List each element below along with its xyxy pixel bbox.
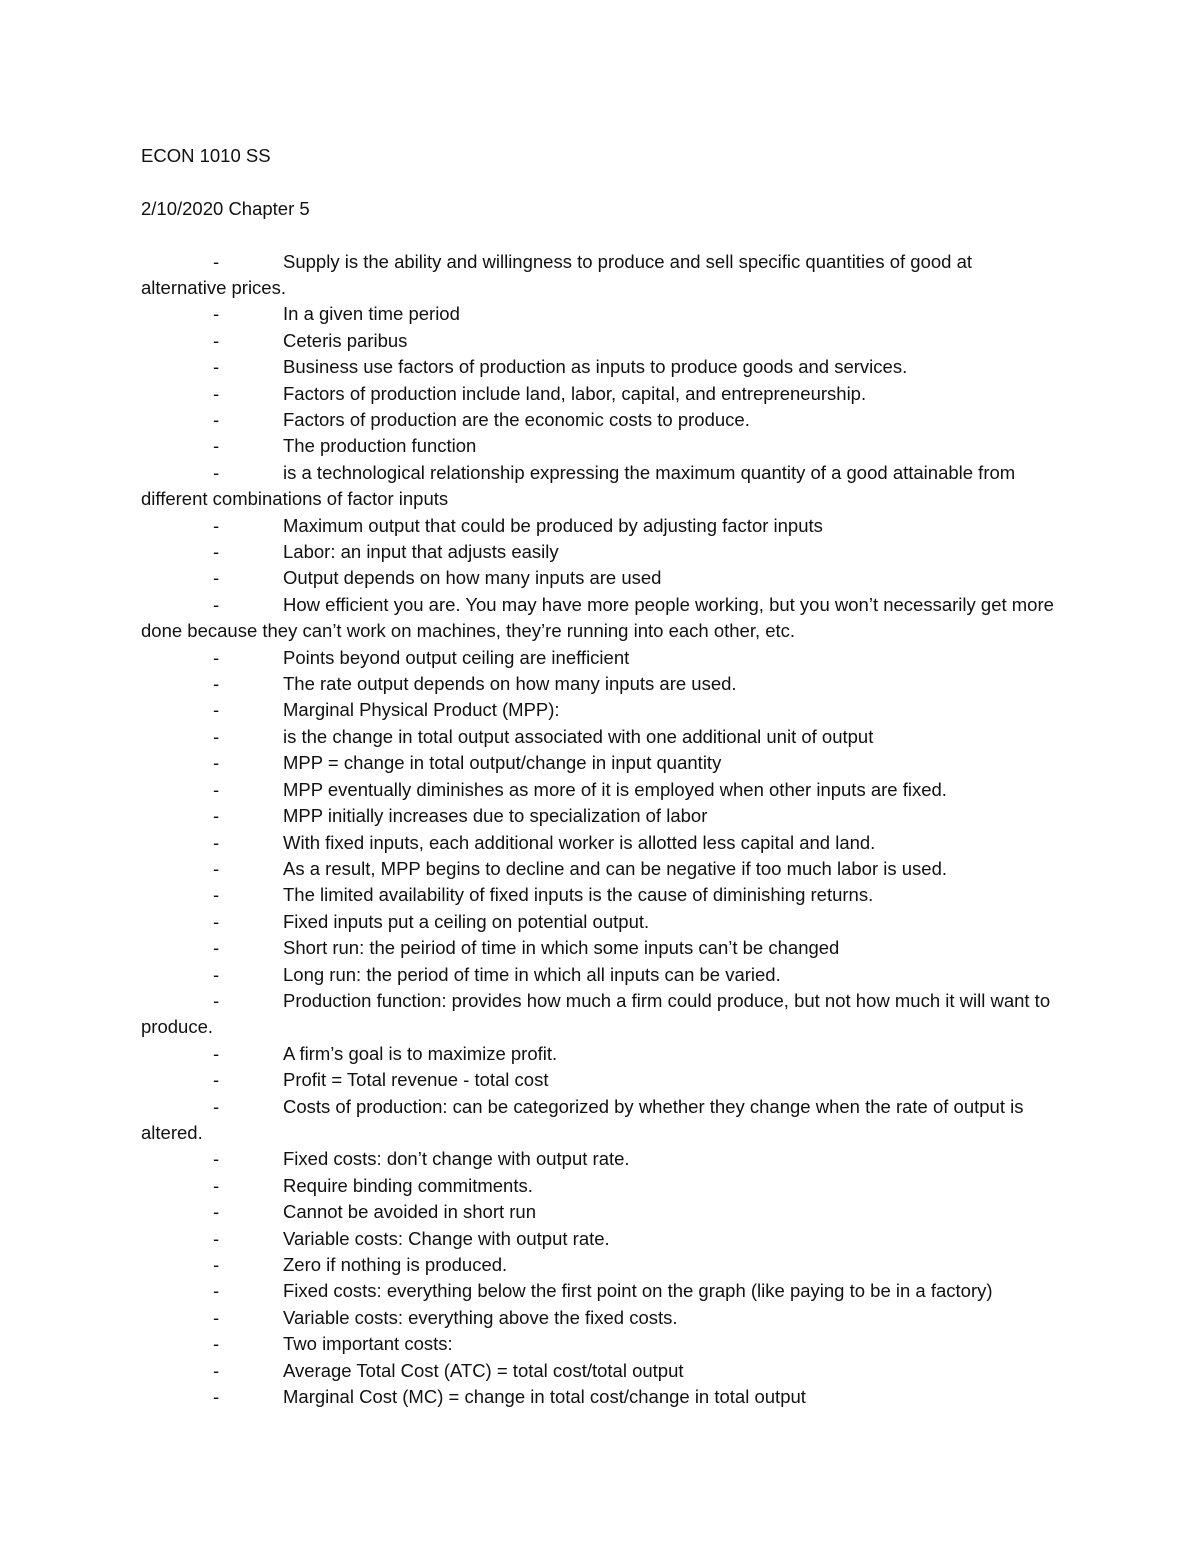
list-item-text: MPP eventually diminishes as more of it is employed when other inputs are fixed. bbox=[283, 778, 947, 800]
course-title: ECON 1010 SS bbox=[141, 145, 271, 166]
spacer bbox=[141, 169, 1061, 195]
list-item-text: In a given time period bbox=[283, 303, 460, 325]
bullet-dash: - bbox=[213, 1386, 220, 1408]
list-item bbox=[141, 962, 1061, 988]
bullet-dash: - bbox=[213, 461, 220, 483]
list-item bbox=[141, 354, 1061, 380]
list-item bbox=[141, 803, 1061, 829]
list-item-text: Points beyond output ceiling are inefficient bbox=[283, 646, 630, 668]
list-item-text: MPP initially increases due to specialization of labor bbox=[283, 805, 708, 827]
bullet-dash: - bbox=[213, 1148, 220, 1170]
list-item bbox=[141, 1331, 1061, 1357]
list-item bbox=[141, 1199, 1061, 1225]
bullet-dash: - bbox=[213, 673, 220, 695]
list-item bbox=[141, 249, 1061, 302]
bullet-dash: - bbox=[213, 250, 220, 272]
bullet-dash: - bbox=[213, 778, 220, 800]
bullet-dash: - bbox=[213, 1095, 220, 1117]
bullet-dash: - bbox=[213, 1306, 220, 1328]
list-item-text: The rate output depends on how many inputs are used. bbox=[283, 673, 737, 695]
list-item-text: As a result, MPP begins to decline and can be negative if too much labor is used. bbox=[283, 857, 947, 879]
date-chapter-heading: 2/10/2020 Chapter 5 bbox=[141, 197, 310, 219]
list-item bbox=[141, 301, 1061, 327]
list-item bbox=[141, 830, 1061, 856]
list-item bbox=[141, 777, 1061, 803]
list-item-text: Ceteris paribus bbox=[283, 329, 408, 351]
bullet-dash: - bbox=[213, 699, 220, 721]
list-item bbox=[141, 1041, 1061, 1067]
list-item bbox=[141, 1226, 1061, 1252]
bullet-dash: - bbox=[213, 1069, 220, 1091]
list-item-text: Costs of production: can be categorized by whether they change when the rate of output is altered. bbox=[141, 1095, 1024, 1143]
list-item bbox=[141, 1146, 1061, 1172]
bullet-dash: - bbox=[213, 1042, 220, 1064]
list-item-text: Profit = Total revenue - total cost bbox=[283, 1069, 549, 1091]
list-item-text: Require binding commitments. bbox=[283, 1174, 533, 1196]
list-item bbox=[141, 433, 1061, 459]
bullet-dash: - bbox=[213, 646, 220, 668]
bullet-dash: - bbox=[213, 1359, 220, 1381]
list-item-text: Short run: the peiriod of time in which some inputs can’t be changed bbox=[283, 937, 840, 959]
bullet-dash: - bbox=[213, 831, 220, 853]
list-item bbox=[141, 381, 1061, 407]
list-item bbox=[141, 750, 1061, 776]
list-item bbox=[141, 645, 1061, 671]
bullet-dash: - bbox=[213, 1280, 220, 1302]
list-item bbox=[141, 1067, 1061, 1093]
bullet-dash: - bbox=[213, 725, 220, 747]
list-item bbox=[141, 724, 1061, 750]
bullet-dash: - bbox=[213, 409, 220, 430]
bullet-dash: - bbox=[213, 567, 220, 589]
bullet-dash: - bbox=[213, 989, 220, 1011]
bullet-dash: - bbox=[213, 514, 220, 536]
list-item bbox=[141, 1384, 1061, 1410]
bullet-dash: - bbox=[213, 382, 220, 404]
bullet-dash: - bbox=[213, 593, 220, 615]
list-item-text: Fixed inputs put a ceiling on potential output. bbox=[283, 910, 650, 932]
list-item-text: Long run: the period of time in which all inputs can be varied. bbox=[283, 963, 781, 985]
list-item-text: Factors of production include land, labor, capital, and entrepreneurship. bbox=[283, 382, 867, 404]
list-item-text: Business use factors of production as inputs to produce goods and services. bbox=[283, 356, 908, 378]
bullet-dash: - bbox=[213, 884, 220, 906]
bullet-dash: - bbox=[213, 356, 220, 378]
list-item-text: Cannot be avoided in short run bbox=[283, 1201, 537, 1223]
bullet-dash: - bbox=[213, 937, 220, 959]
bullet-dash: - bbox=[213, 1227, 220, 1249]
list-item-text: Average Total Cost (ATC) = total cost/total output bbox=[283, 1359, 684, 1381]
document-body bbox=[141, 143, 1061, 1410]
bullet-dash: - bbox=[213, 303, 220, 325]
notes-list bbox=[141, 249, 1061, 1411]
list-item bbox=[141, 697, 1061, 723]
list-item bbox=[141, 592, 1061, 645]
list-item-text: Variable costs: everything above the fixed costs. bbox=[283, 1306, 678, 1328]
list-item bbox=[141, 1252, 1061, 1278]
list-item bbox=[141, 909, 1061, 935]
bullet-dash: - bbox=[213, 1333, 220, 1355]
list-item-text: Output depends on how many inputs are used bbox=[283, 567, 662, 589]
list-item bbox=[141, 407, 1061, 433]
list-item-text: Labor: an input that adjusts easily bbox=[283, 541, 559, 563]
list-item bbox=[141, 988, 1061, 1041]
list-item bbox=[141, 1173, 1061, 1199]
list-item-text: With fixed inputs, each additional worker is allotted less capital and land. bbox=[283, 831, 876, 853]
bullet-dash: - bbox=[213, 910, 220, 932]
list-item-text: A firm’s goal is to maximize profit. bbox=[283, 1042, 558, 1064]
bullet-dash: - bbox=[213, 435, 220, 457]
list-item bbox=[141, 539, 1061, 565]
list-item-text: Production function: provides how much a firm could produce, but not how much it will want to produce. bbox=[141, 989, 1051, 1038]
list-item-text: The production function bbox=[283, 435, 477, 457]
list-item-text: Zero if nothing is produced. bbox=[283, 1254, 508, 1275]
bullet-dash: - bbox=[213, 963, 220, 985]
list-item bbox=[141, 1094, 1061, 1147]
list-item-text: is the change in total output associated with one additional unit of output bbox=[283, 725, 874, 747]
bullet-dash: - bbox=[213, 1201, 220, 1223]
list-item-text: Marginal Cost (MC) = change in total cost/change in total output bbox=[283, 1386, 806, 1408]
list-item-text: Two important costs: bbox=[283, 1333, 453, 1355]
list-item bbox=[141, 328, 1061, 354]
list-item bbox=[141, 882, 1061, 908]
list-item-text: MPP = change in total output/change in input quantity bbox=[283, 752, 722, 774]
bullet-dash: - bbox=[213, 857, 220, 879]
list-item-text: The limited availability of fixed inputs is the cause of diminishing returns. bbox=[283, 884, 874, 906]
list-item-text: Factors of production are the economic costs to produce. bbox=[283, 409, 750, 430]
bullet-dash: - bbox=[213, 1174, 220, 1196]
list-item bbox=[141, 513, 1061, 539]
list-item bbox=[141, 1305, 1061, 1331]
list-item-text: How efficient you are. You may have more people working, but you won’t necessarily get more done because they can’t work on machines, they’re running into each other, etc. bbox=[141, 593, 1054, 642]
list-item-text: Supply is the ability and willingness to produce and sell specific quantities of good at alternative prices. bbox=[141, 250, 973, 298]
bullet-dash: - bbox=[213, 541, 220, 563]
bullet-dash: - bbox=[213, 752, 220, 774]
list-item bbox=[141, 856, 1061, 882]
list-item-text: Variable costs: Change with output rate. bbox=[283, 1227, 610, 1249]
list-item-text: is a technological relationship expressing the maximum quantity of a good attainable from different combinations of factor inputs bbox=[141, 461, 1016, 510]
list-item bbox=[141, 671, 1061, 697]
list-item bbox=[141, 460, 1061, 513]
list-item bbox=[141, 1278, 1061, 1304]
list-item-text: Fixed costs: everything below the first point on the graph (like paying to be in a factory) bbox=[283, 1280, 993, 1302]
list-item bbox=[141, 565, 1061, 591]
list-item bbox=[141, 935, 1061, 961]
bullet-dash: - bbox=[213, 1254, 220, 1275]
list-item-text: Marginal Physical Product (MPP): bbox=[283, 699, 560, 721]
list-item-text: Fixed costs: don’t change with output rate. bbox=[283, 1148, 630, 1170]
list-item-text: Maximum output that could be produced by adjusting factor inputs bbox=[283, 514, 823, 536]
list-item bbox=[141, 1358, 1061, 1384]
bullet-dash: - bbox=[213, 805, 220, 827]
bullet-dash: - bbox=[213, 329, 220, 351]
